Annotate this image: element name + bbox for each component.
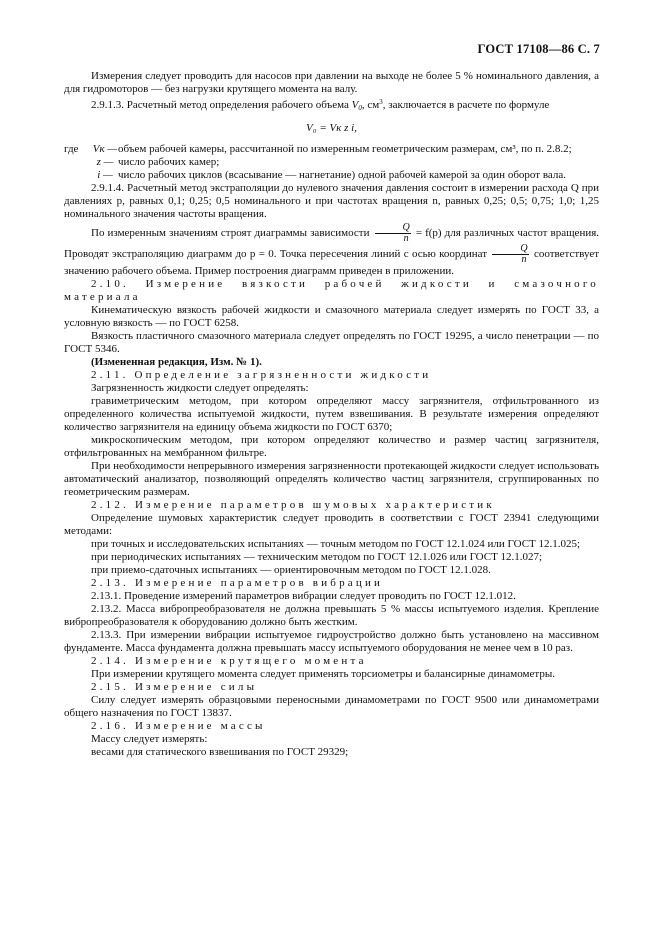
paragraph: Измерения следует проводить для насосов при давлении на выходе не более 5 % номинального давления, а для гидромоторов — без нагрузки крутящего момента на валу. <box>64 70 599 95</box>
page-header: ГОСТ 17108—86 С. 7 <box>477 42 600 56</box>
paragraph-2-9-1-4: 2.9.1.4. Расчетный метод экстраполяции до нулевого значения давления состоит в измерении расхода Q при давлениях p, равных 0,1; 0,25; 0,5 номинального и при частотах вращения n, равных 0,25; 0,5; 0,75; 1,0; 1,25 номинального значения частоты вращения. <box>64 182 599 220</box>
document-body <box>64 70 599 759</box>
paragraph: Загрязненность жидкости следует определять: <box>91 382 309 394</box>
definition-text: число рабочих камер; <box>118 156 220 168</box>
definition-row <box>64 143 599 156</box>
paragraph: При измерении крутящего момента следует применять торсиометры и балансирные динамометры. <box>91 668 555 680</box>
formula: V₀ = Vк z i, <box>306 122 357 134</box>
paragraph: весами для статического взвешивания по ГОСТ 29329; <box>91 746 349 758</box>
paragraph: Определение шумовых характеристик следует проводить в соответствии с ГОСТ 23941 следующими методами: <box>64 512 599 537</box>
paragraph: при точных и исследовательских испытаниях — точным методом по ГОСТ 12.1.024 или ГОСТ 12.1.025; <box>91 538 581 550</box>
amendment-note: (Измененная редакция, Изм. № 1). <box>91 356 262 368</box>
section-heading-2-16: 2.16. Измерение массы <box>91 720 266 732</box>
paragraph: 2.13.2. Масса вибропреобразователя не должна превышать 5 % массы испытуемого изделия. Крепление вибропреобразователя к оборудованию должно быть жестким. <box>64 603 599 628</box>
section-heading-2-14: 2.14. Измерение крутящего момента <box>91 655 367 667</box>
definition-text: число рабочих циклов (всасывание — нагнетание) одной рабочей камерой за один оборот вала. <box>118 169 566 181</box>
paragraph: гравиметрическим методом, при котором определяют массу загрязнителя, отфильтрованного из определенного количества испытуемой жидкости, путем взвешивания. В результате измерения определяют количество загрязнителя на единицу объема жидкости по ГОСТ 6370; <box>64 395 599 433</box>
paragraph: Кинематическую вязкость рабочей жидкости и смазочного материала следует измерять по ГОСТ 33, а условную вязкость — по ГОСТ 6258. <box>64 304 599 329</box>
paragraph: Вязкость пластичного смазочного материала следует определять по ГОСТ 19295, а число пенетрации — по ГОСТ 5346. <box>64 330 599 355</box>
fraction-q-over-n: $\frac{Q}{n}$ <box>375 223 411 244</box>
paragraph: При необходимости непрерывного измерения загрязненности протекающей жидкости следует использовать автоматический анализатор, позволяющий определять количество частиц загрязнителя, сгруппированных по геометрическим размерам. <box>64 460 599 498</box>
paragraph-diagram: По измеренным значениям строят диаграммы зависимости $\frac{Q}{n}$ = f(p) для различных частот вращения. Проводят экстраполяцию диаграмм до p = 0. Точка пересечения линий с осью координат $\frac{Q}{n}$ соответствует значению рабочего объема. Пример построения диаграмм приведен в приложении. <box>64 222 600 277</box>
paragraph-2-9-1-3: 2.9.1.3. Расчетный метод определения рабочего объема $V_0$, $см^3$, заключается в расчете по формуле <box>91 98 550 112</box>
clause-text-cont: заключается в расчете по формуле <box>388 99 550 111</box>
unit-cm3: $см^3$, <box>367 98 386 111</box>
paragraph: микроскопическим методом, при котором определяют количество и размер частиц загрязнителя, отфильтрованных на мембранном фильтре. <box>64 434 599 459</box>
definition-symbol: i — <box>97 169 113 181</box>
definition-row <box>64 169 599 182</box>
paragraph: Силу следует измерять образцовыми переносными динамометрами по ГОСТ 9500 или динамометрами общего назначения по ГОСТ 13837. <box>64 694 599 719</box>
symbol-v0: $V_0$ <box>351 99 362 112</box>
definition-symbol: z — <box>96 156 114 168</box>
section-heading-2-11: 2.11. Определение загрязненности жидкости <box>91 369 432 381</box>
paragraph: 2.13.3. При измерении вибрации испытуемое гидроустройство должно быть установлено на массивном фундаменте. Масса фундамента должна превышать массу испытуемого оборудования не менее чем в 10 раз. <box>64 629 599 654</box>
definition-row <box>64 156 599 169</box>
section-heading-2-12: 2.12. Измерение параметров шумовых характеристик <box>91 499 495 511</box>
section-heading-2-10: 2.10. Измерение вязкости рабочей жидкости и смазочного материала <box>64 278 599 303</box>
section-heading-2-13: 2.13. Измерение параметров вибрации <box>91 577 384 589</box>
clause-text: Расчетный метод определения рабочего объема <box>126 99 349 111</box>
definitions <box>64 143 599 182</box>
fraction-q-over-n: $\frac{Q}{n}$ <box>492 244 528 265</box>
section-heading-2-15: 2.15. Измерение силы <box>91 681 258 693</box>
definition-text: объем рабочей камеры, рассчитанной по измеренным геометрическим размерам, см³, по п. 2.8.2; <box>118 143 572 155</box>
paragraph: при периодических испытаниях — техническим методом по ГОСТ 12.1.026 или ГОСТ 12.1.027; <box>91 551 543 563</box>
paragraph: при приемо-сдаточных испытаниях — ориентировочным методом по ГОСТ 12.1.028. <box>91 564 491 576</box>
paragraph: Массу следует измерять: <box>91 733 208 745</box>
where-label: где <box>64 143 79 155</box>
definition-symbol: Vк — <box>92 143 118 155</box>
clause-number: 2.9.1.3. <box>91 99 124 111</box>
paragraph: 2.13.1. Проведение измерений параметров вибрации следует проводить по ГОСТ 12.1.012. <box>91 590 516 602</box>
